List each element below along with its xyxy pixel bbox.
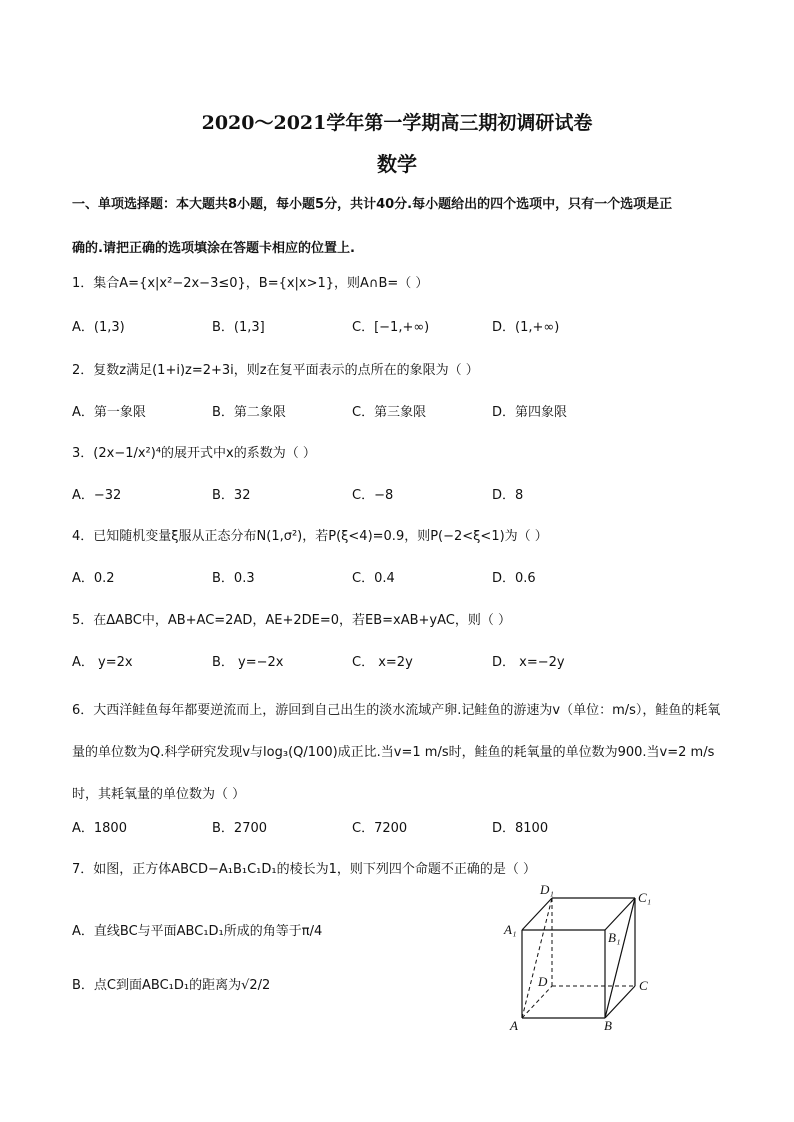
label-d1: D₁ xyxy=(540,882,554,897)
exam-title: 2020～2021学年第一学期高三期初调研试卷 xyxy=(201,112,593,134)
q6-option-a: A．1800 xyxy=(72,821,127,836)
label-c: C xyxy=(639,978,648,993)
q2-option-b: B．第二象限 xyxy=(212,405,286,420)
q4-option-a: A．0.2 xyxy=(72,571,115,586)
q7-option-a: A．直线BC与平面ABC₁D₁所成的角等于π/4 xyxy=(72,924,323,939)
q3-option-b: B．32 xyxy=(212,488,251,503)
label-c1: C₁ xyxy=(638,890,652,905)
question-6 xyxy=(72,690,722,816)
label-a1: A₁ xyxy=(504,922,517,937)
q1-option-b: B．(1,3] xyxy=(212,320,265,335)
label-a: A xyxy=(510,1018,518,1033)
q4-option-c: C．0.4 xyxy=(352,571,395,586)
diagonal-c1-b xyxy=(605,898,635,1018)
question-3-stem: (2x−1/x²)⁴的展开式中x的系数为（ ） xyxy=(93,446,316,461)
q5-option-a: A． y=2x xyxy=(72,655,133,670)
question-4-stem: 已知随机变量ξ服从正态分布N(1,σ²)，若P(ξ<4)=0.9，则P(−2<ξ<1)为（ ） xyxy=(93,529,548,544)
q2-option-a: A．第一象限 xyxy=(72,405,146,420)
q2-option-d: D．第四象限 xyxy=(492,405,568,420)
question-3-number: 3． xyxy=(72,446,94,461)
question-2 xyxy=(72,359,479,378)
label-b: B xyxy=(604,1018,612,1033)
question-7-stem: 如图，正方体ABCD−A₁B₁C₁D₁的棱长为1，则下列四个命题不正确的是（ ） xyxy=(93,862,536,877)
question-4-number: 4． xyxy=(72,529,94,544)
q3-option-d: D．8 xyxy=(492,488,524,503)
question-2-number: 2． xyxy=(72,363,94,378)
hidden-diagonal-a-d1 xyxy=(522,898,552,1018)
q3-option-c: C．−8 xyxy=(352,488,394,503)
question-4 xyxy=(72,525,548,544)
q1-option-c: C．[−1,+∞) xyxy=(352,320,430,335)
cube-figure xyxy=(500,880,670,1035)
q4-option-b: B．0.3 xyxy=(212,571,255,586)
q3-option-a: A．−32 xyxy=(72,488,122,503)
q6-option-b: B．2700 xyxy=(212,821,268,836)
question-6-stem: 大西洋鲑鱼每年都要逆流而上，游回到自己出生的淡水流域产卵.记鲑鱼的游速为v（单位：m/s），鲑鱼的耗氧量的单位数为Q.科学研究发现v与log₃(Q/100)成正比.当v=1 m/s时，鲑鱼的耗氧量的单位数为900.当v=2 m/s时，其耗氧量的单位数为（ ） xyxy=(72,703,721,802)
q5-option-d: D． x=−2y xyxy=(492,655,565,670)
q7-option-b: B．点C到面ABC₁D₁的距离为√2/2 xyxy=(72,978,271,993)
q6-option-c: C．7200 xyxy=(352,821,408,836)
q6-option-d: D．8100 xyxy=(492,821,549,836)
q5-option-c: C． x=2y xyxy=(352,655,413,670)
question-1-stem: 集合A={x|x²−2x−3≤0}，B={x|x>1}，则A∩B=（ ） xyxy=(93,276,429,291)
question-1 xyxy=(72,272,428,291)
question-7 xyxy=(72,858,536,877)
q1-option-a: A．(1,3) xyxy=(72,320,125,335)
q1-option-d: D．(1,+∞) xyxy=(492,320,560,335)
question-2-stem: 复数z满足(1+i)z=2+3i，则z在复平面表示的点所在的象限为（ ） xyxy=(93,363,479,378)
label-d: D xyxy=(538,974,548,989)
question-3 xyxy=(72,442,316,461)
question-5-stem: 在ΔABC中，AB+AC=2AD，AE+2DE=0，若EB=xAB+yAC，则（ ） xyxy=(93,613,511,628)
label-b1: B₁ xyxy=(608,930,621,945)
question-7-number: 7． xyxy=(72,862,94,877)
q2-option-c: C．第三象限 xyxy=(352,405,427,420)
question-6-number: 6． xyxy=(72,703,94,718)
q4-option-d: D．0.6 xyxy=(492,571,536,586)
subject-title: 数学 xyxy=(377,152,417,176)
section-heading-line1: 一、单项选择题：本大题共8小题，每小题5分，共计40分.每小题给出的四个选项中，只有一个选项是正 xyxy=(72,197,673,212)
q5-option-b: B． y=−2x xyxy=(212,655,284,670)
section-heading-line2: 确的.请把正确的选项填涂在答题卡相应的位置上. xyxy=(72,241,355,256)
question-1-number: 1． xyxy=(72,276,94,291)
question-5-number: 5． xyxy=(72,613,94,628)
question-5 xyxy=(72,609,511,628)
